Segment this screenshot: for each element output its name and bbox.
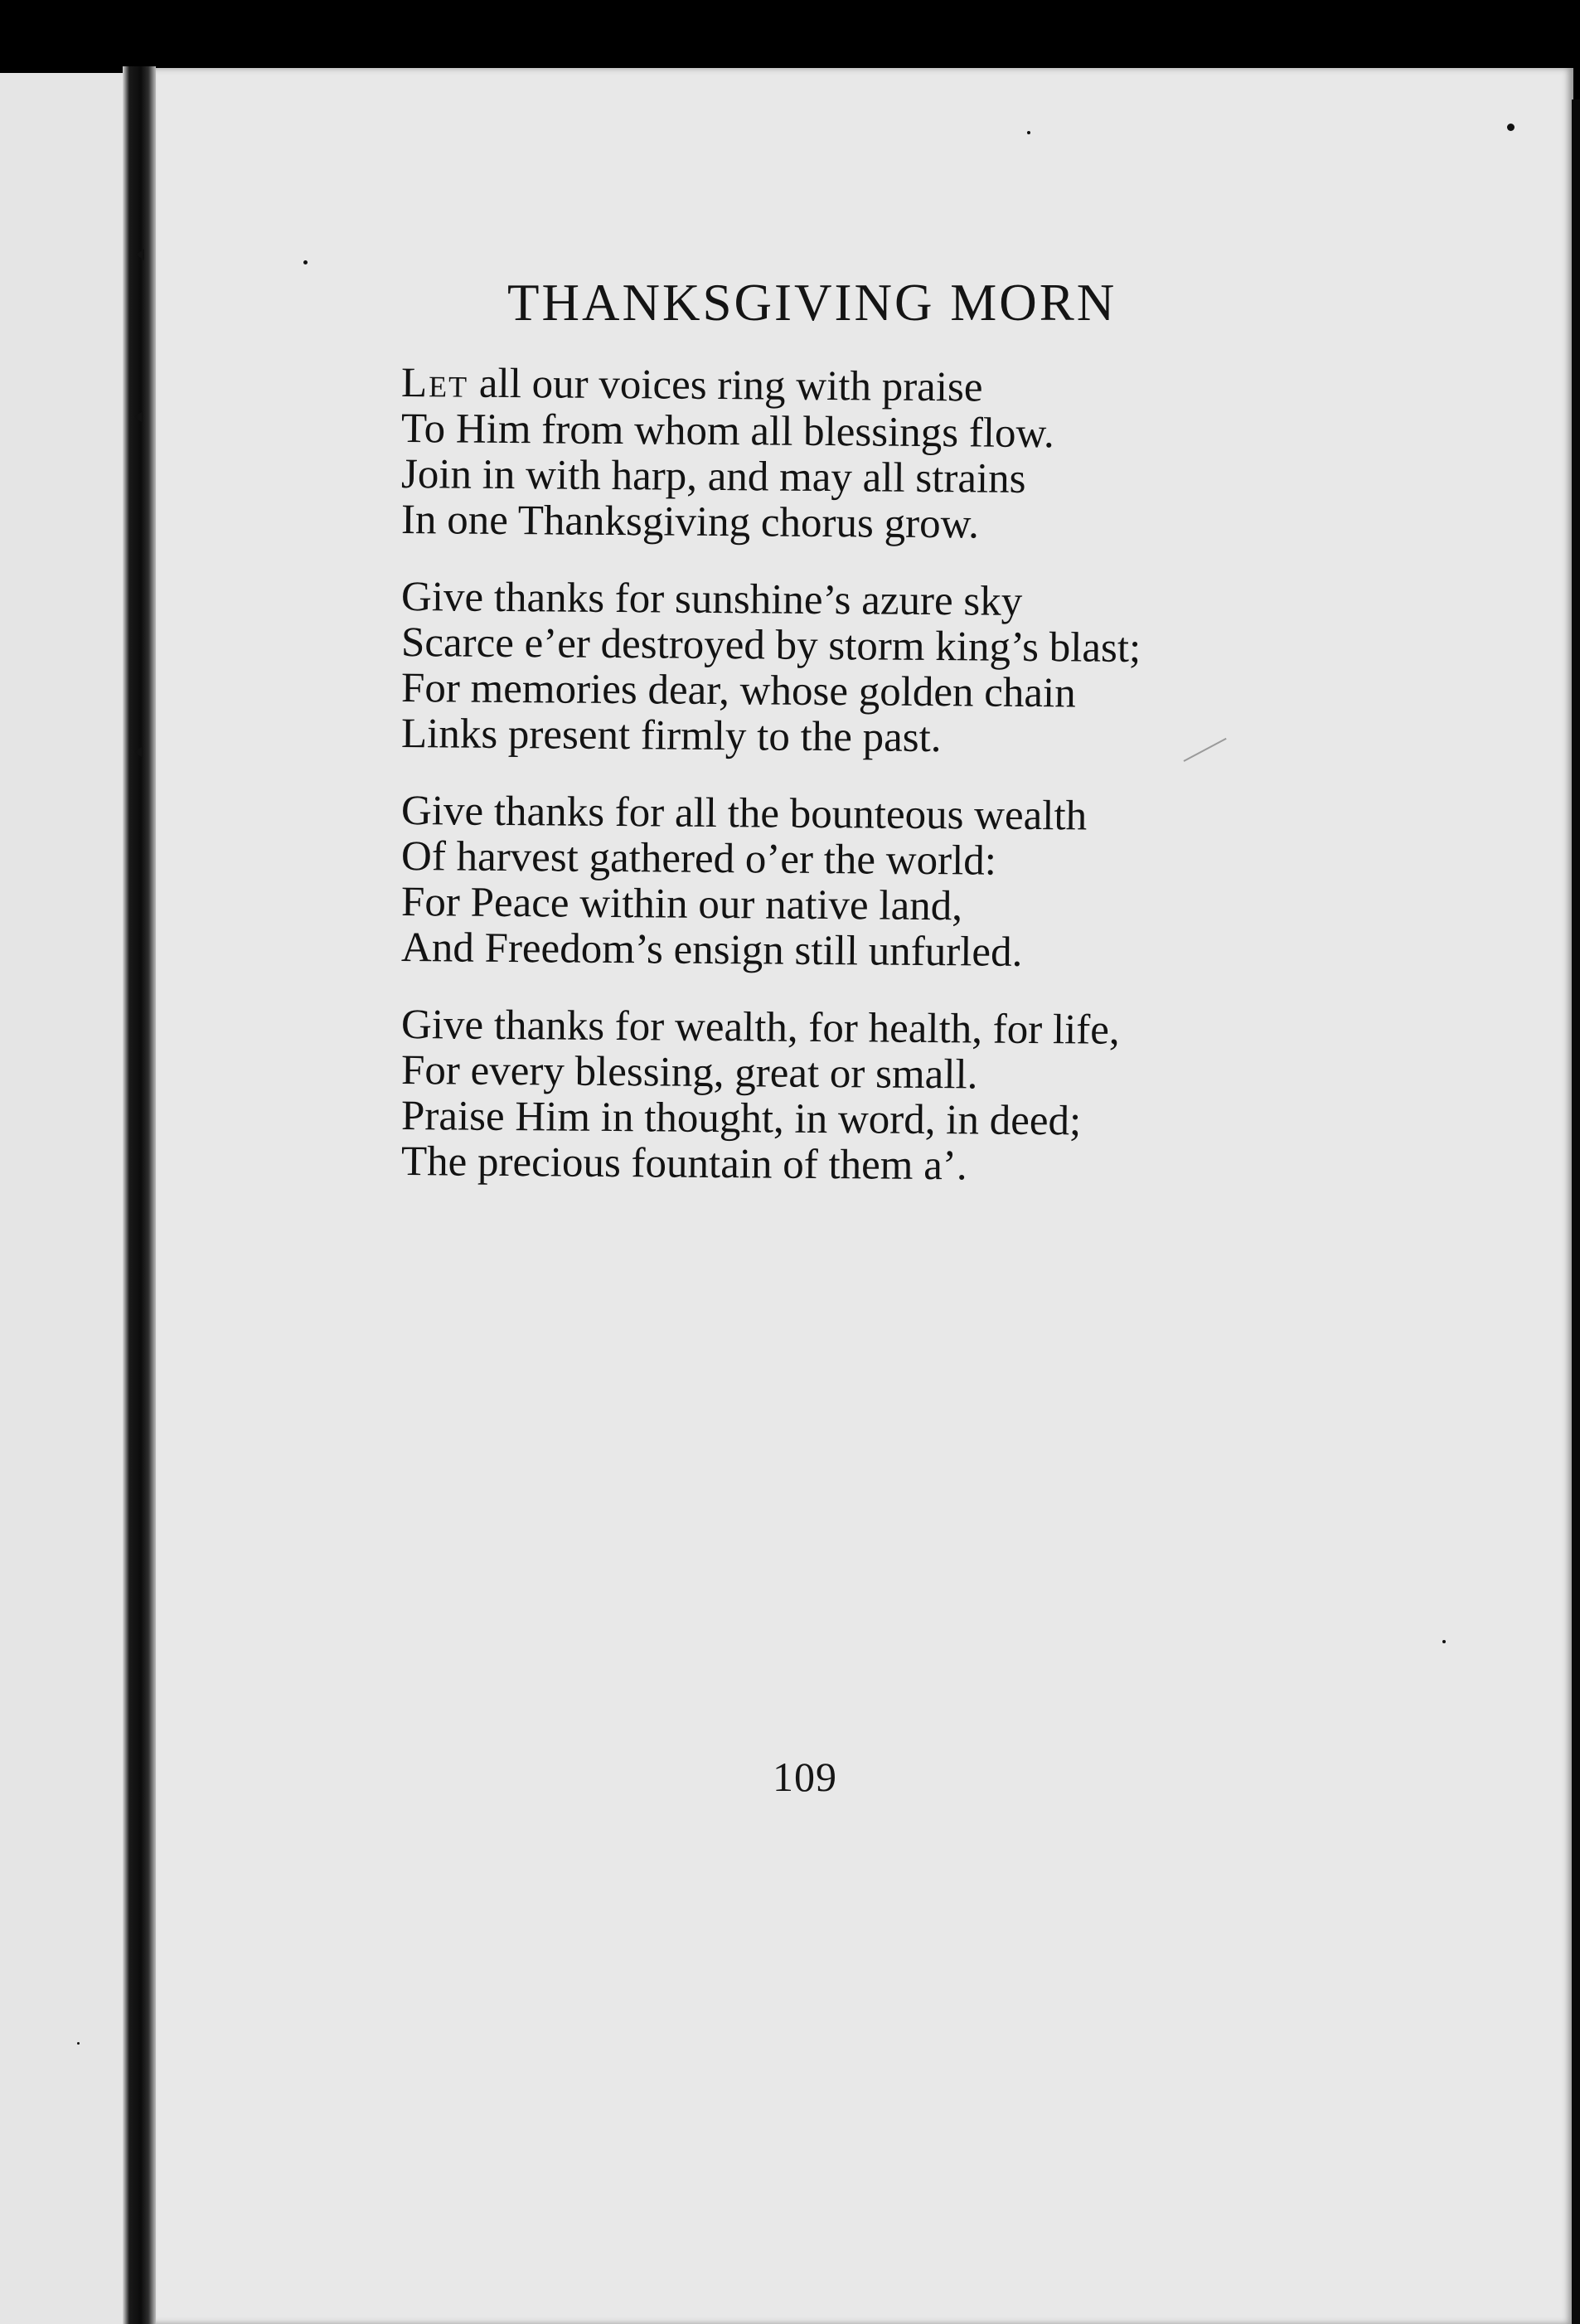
poem-line: Join in with harp, and may all strains <box>400 451 1026 502</box>
scan-speck <box>1027 131 1030 134</box>
poem-line: Give thanks for sunshine’s azure sky <box>400 574 1023 625</box>
page-number: 109 <box>773 1754 837 1800</box>
gutter-mark-lower <box>134 746 143 758</box>
gutter-mark-top <box>136 249 144 260</box>
poem-line: For every blessing, great or small. <box>400 1047 978 1099</box>
poem-stanza <box>400 574 1363 762</box>
poem-line: Links present firmly to the past. <box>400 711 942 762</box>
poem-line: Give thanks for all the bounteous wealth <box>400 788 1088 840</box>
poem-line: In one Thanksgiving chorus grow. <box>400 497 980 548</box>
scan-speck <box>1507 124 1515 131</box>
poem-line: Of harvest gathered o’er the world: <box>400 833 997 885</box>
poem-stanza <box>400 360 1363 548</box>
poem-line: The precious fountain of them a’. <box>400 1138 967 1190</box>
poem-line: And Freedom’s ensign still unfurled. <box>400 924 1023 976</box>
scan-speck <box>303 260 308 264</box>
poem-line: To Him from whom all blessings flow. <box>400 405 1055 458</box>
poem-line: For memories dear, whose golden chain <box>400 665 1076 717</box>
poem-title: THANKSGIVING MORN <box>507 274 1117 332</box>
poem-opening-word: Let <box>400 360 469 407</box>
scan-speck <box>1442 1640 1446 1643</box>
poem-line-text: all our voices ring with praise <box>468 360 983 411</box>
poem-line: Praise Him in thought, in word, in deed; <box>400 1093 1082 1145</box>
poem-stanza <box>400 1002 1363 1190</box>
scan-speck <box>77 2042 80 2045</box>
poem-line: Give thanks for wealth, for health, for life, <box>400 1002 1120 1054</box>
poem-line: For Peace within our native land, <box>400 879 963 930</box>
left-page-margin <box>0 73 128 2324</box>
poem-stanza <box>400 788 1363 976</box>
gutter-mark-middle <box>134 411 143 423</box>
right-scan-edge <box>1572 99 1580 2324</box>
book-gutter <box>123 66 156 2324</box>
poem-body <box>401 361 1363 1216</box>
poem-line: Scarce e’er destroyed by storm king’s blast; <box>400 619 1141 672</box>
